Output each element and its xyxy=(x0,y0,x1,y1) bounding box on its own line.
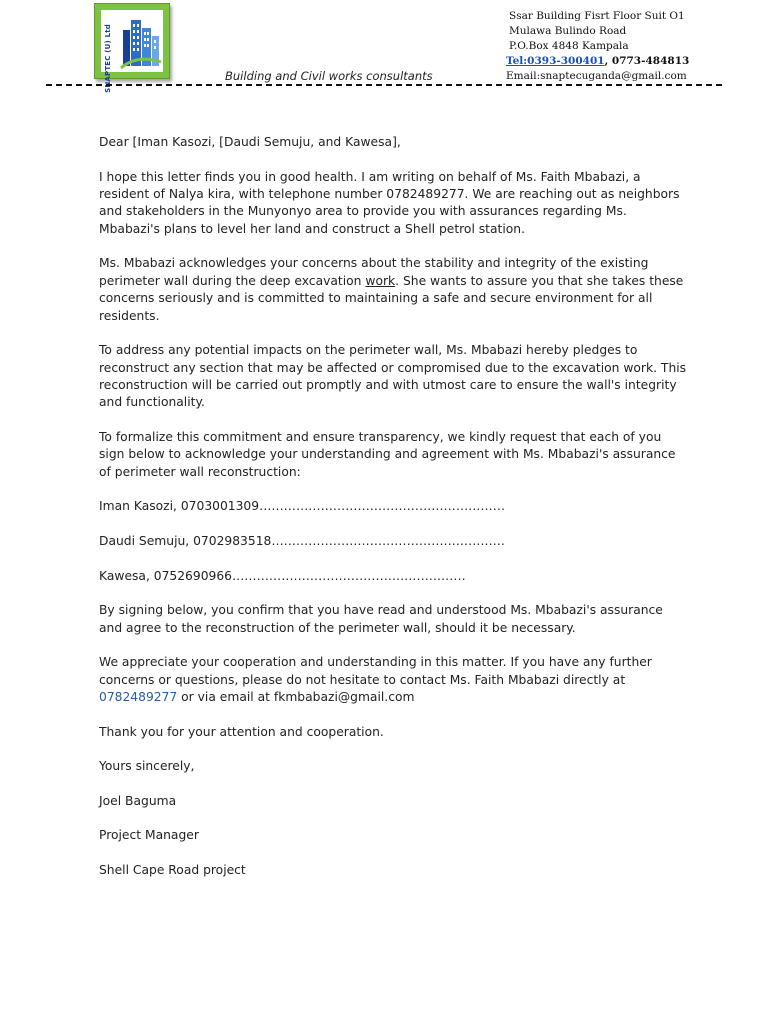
address-line-road: Mulawa Bulindo Road xyxy=(509,25,627,37)
paragraph-intro: I hope this letter finds you in good health. I am writing on behalf of Ms. Faith Mbabazi, a resident of Nalya kira, with telephone number 0782489277. We are reaching out as neighbors and stakeholders in the Munyonyo area to provide you with assurances regarding Ms. Mbabazi's plans to level her land and construct a Shell petrol station. xyxy=(99,169,680,236)
signature-line-iman-kasozi: Iman Kasozi, 0703001309…………………………………………………… xyxy=(99,499,506,514)
paragraph-concerns xyxy=(99,255,689,325)
paragraph-concerns-end: . She wants to assure you that she takes these concerns seriously and is committed to maintaining a safe and secure environment for all residents. xyxy=(99,273,684,323)
logo-text: SNAPTEC (U) Ltd xyxy=(104,24,112,93)
company-logo xyxy=(94,3,170,93)
company-address xyxy=(506,9,746,84)
contact-phone-link[interactable]: 0782489277 xyxy=(99,690,178,705)
address-line-pobox: P.O.Box 4848 Kampala xyxy=(509,40,629,52)
address-line-email: Email:snaptecuganda@gmail.com xyxy=(506,70,687,82)
logo-building-graphic xyxy=(101,10,163,93)
paragraph-concerns-start: Ms. Mbabazi acknowledges your concerns about the stability and integrity of the existing perimeter wall during the deep excavation xyxy=(99,256,649,288)
signature-line-kawesa: Kawesa, 0752690966………………………………………………… xyxy=(99,568,466,583)
underlined-word: work xyxy=(365,273,396,288)
thanks-line: Thank you for your attention and cooperation. xyxy=(99,724,384,739)
paragraph-contact-start: We appreciate your cooperation and understanding in this matter. If you have any further concerns or questions, please do not hesitate to contact Ms. Faith Mbabazi directly at xyxy=(99,655,652,687)
letterhead xyxy=(0,0,768,100)
paragraph-request: To formalize this commitment and ensure transparency, we kindly request that each of you sign below to acknowledge your understanding and agreement with Ms. Mbabazi's assurance of perimeter wall reconstruction: xyxy=(99,430,676,479)
letterhead-divider xyxy=(46,84,722,86)
signer-title: Project Manager xyxy=(99,828,199,843)
telephone-link[interactable]: Tel:0393-300401 xyxy=(506,55,605,67)
address-line-building: Ssar Building Fisrt Floor Suit O1 xyxy=(509,10,685,22)
letter-body xyxy=(99,134,689,897)
signature-line-daudi-semuju: Daudi Semuju, 0702983518………………………………………………… xyxy=(99,534,505,549)
paragraph-contact-end: or via email at fkmbabazi@gmail.com xyxy=(177,690,415,705)
signer-project: Shell Cape Road project xyxy=(99,863,246,877)
address-line-telephone xyxy=(506,54,746,69)
closing-line: Yours sincerely, xyxy=(99,759,195,774)
paragraph-pledge: To address any potential impacts on the perimeter wall, Ms. Mbabazi hereby pledges to reconstruct any section that may be affected or compromised due to the excavation work. This reconstruction will be carried out promptly and with utmost care to ensure the wall's integrity and functionality. xyxy=(99,343,687,410)
company-tagline: Building and Civil works consultants xyxy=(225,69,433,83)
signer-name: Joel Baguma xyxy=(99,793,177,808)
paragraph-confirmation: By signing below, you confirm that you have read and understood Ms. Mbabazi's assurance and agree to the reconstruction of the perimeter wall, should it be necessary. xyxy=(99,603,663,635)
paragraph-contact xyxy=(99,654,689,706)
salutation: Dear [Iman Kasozi, [Daudi Semuju, and Kawesa], xyxy=(99,135,401,149)
telephone-secondary: , 0773-484813 xyxy=(604,55,690,67)
